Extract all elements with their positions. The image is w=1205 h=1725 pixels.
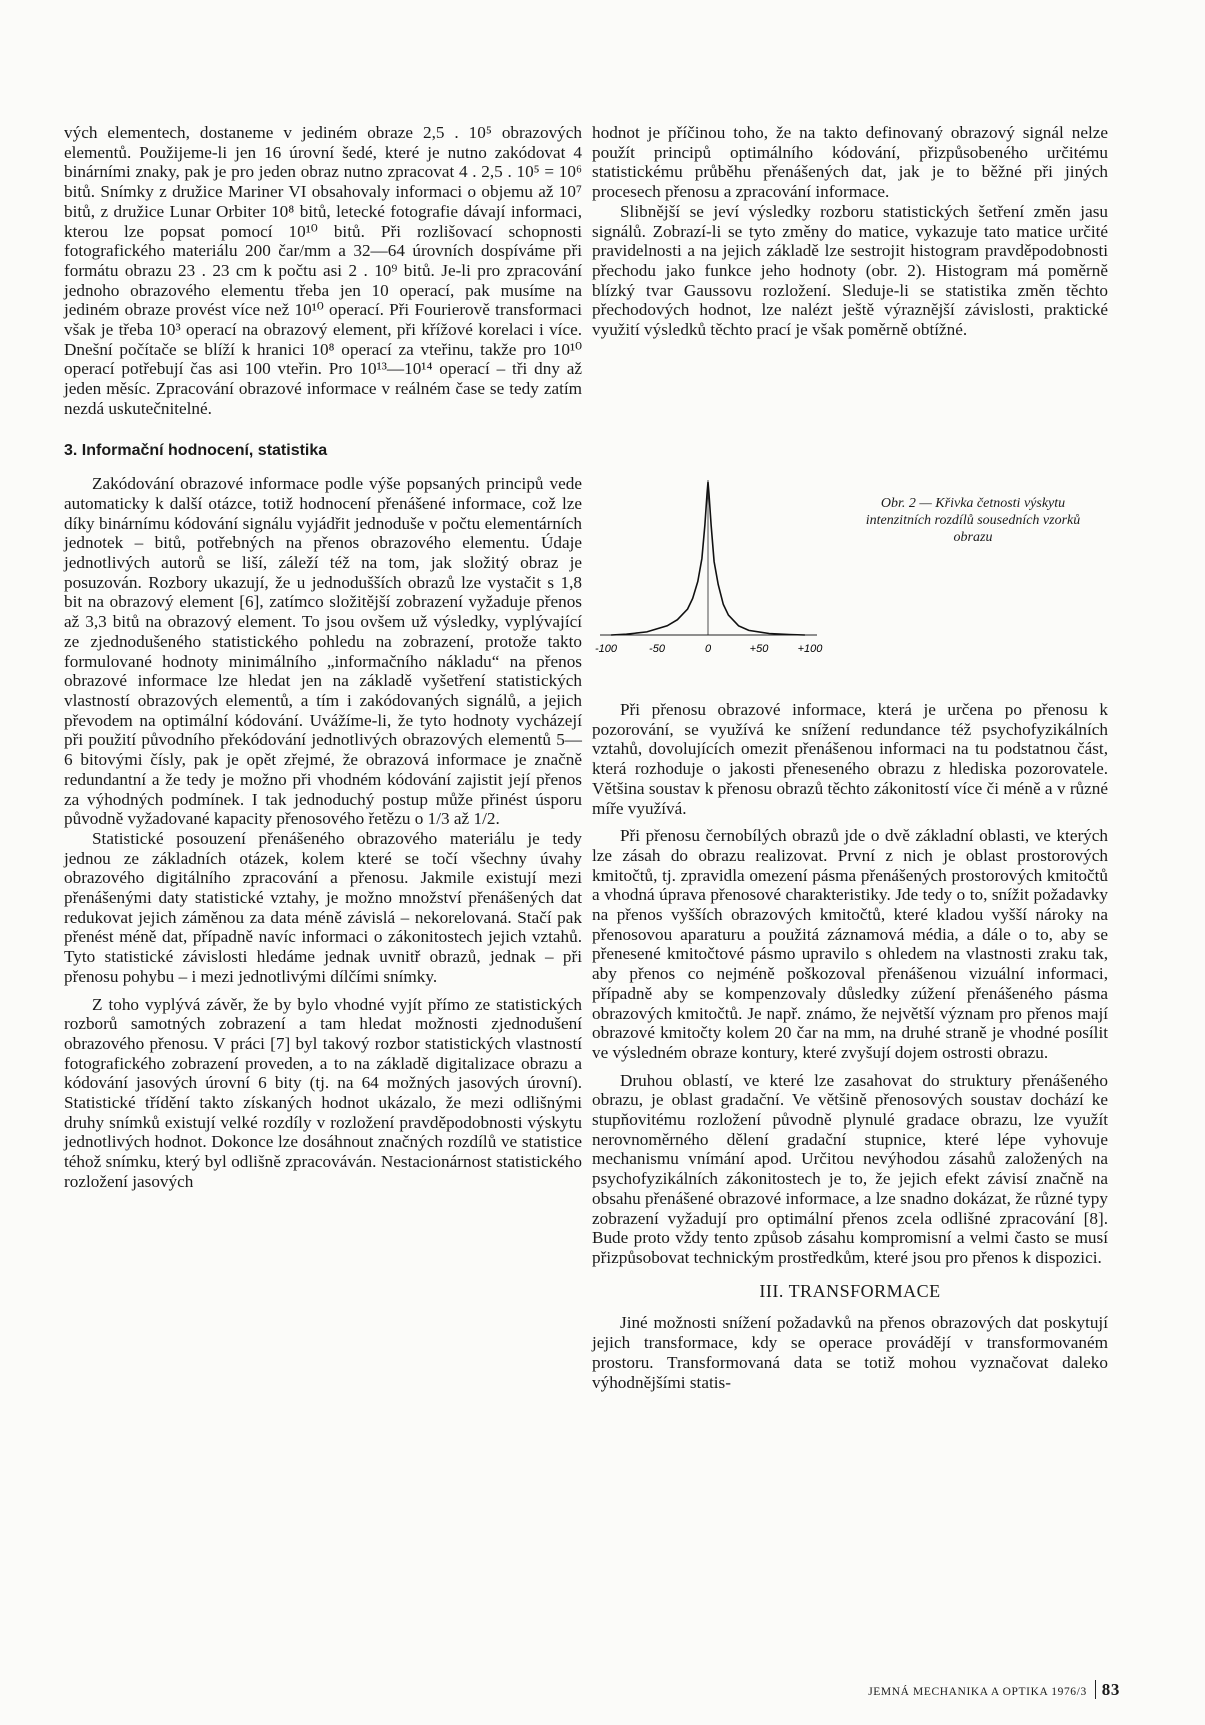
paragraph: Zakódování obrazové informace podle výše popsaných principů vede automaticky k další otázce, totiž hodnocení přenášené informace, což lze díky binárnímu kódování signálu vyjádřit jednoduše v počtu elementárních jednotek – bitů, potřebných na přenos obrazového elementu. Údaje jednotlivých autorů se liší, záleží též na tom, jak složitý obraz je posuzován. Rozbory ukazují, že u jednodušších obrazů lze vystačit s 1,8 bit na obrazový element [6], zatímco složitější zobrazení vyžaduje přenos až 3,3 bitů na obrazový element. To jsou ovšem už výsledky, vyplývající ze zjednodušeného statistického pohledu na zobrazení, protože takto formulované hodnoty minimálního „informačního nákladu“ na přenos obrazové informace lze hledat jen na základě vyšetření statistických vlastností obrazových elementů, a tím i zakódovaných signálů, a jejich převodem na optimální kódování. Uvážíme-li, že tyto hodnoty vycházejí při použití původního překódování jednotlivých obrazových elementů 5—6 bitovými čísly, pak je opět zřejmé, že obrazová informace je značně redundantní a že tedy je možno při vhodném kódování zajistit její přenos za výhodných podmínek. I tak jednoduchý postup může přinést úsporu původně vyžadované kapacity přenosového řetězu o 1/3 až 1/2. <box>64 474 582 829</box>
paragraph: Při přenosu černobílých obrazů jde o dvě základní oblasti, ve kterých lze zásah do obrazu realizovat. První z nich je oblast prostorových kmitočtů, tj. zpravidla omezení pásma přenášených prostorových kmitočtů a vhodná úprava přenosové charakteristiky. Jde tedy o to, snížit požadavky na přenos vyšších obrazových kmitočtů, které kladou vyšší nároky na přenosovou aparaturu a použitá záznamová média, a dále o to, aby se přenesené kmitočtové pásmo upravilo s ohledem na vlastnosti zraku tak, aby přenos co nejméně poškozoval přenášenou vizuální informaci, případně aby se kompenzovaly důsledky zúžení přenášeného pásma obrazových kmitočtů. Je např. známo, že největší význam pro přenos mají obrazové kmitočty kolem 20 čar na mm, na druhé straně je vhodné posílit ve výsledném obraze kontury, které zvyšují dojem ostrosti obrazu. <box>592 826 1108 1062</box>
section-heading: 3. Informační hodnocení, statistika <box>64 441 328 459</box>
paragraph: hodnot je příčinou toho, že na takto definovaný obrazový signál nelze použít principů optimálního kódování, přizpůsobeného určitému statistickému průběhu přenášených dat, jak je to běžné při jiných procesech přenosu a zpracování informace. <box>592 123 1108 202</box>
left-column <box>64 123 582 1192</box>
paragraph: vých elementech, dostaneme v jediném obraze 2,5 . 10⁵ obrazových elementů. Použijeme-li jen 16 úrovní šedé, které je nutno zakódovat 4 binárními znaky, pak je pro jeden obraz nutno zpracovat 4 . 2,5 . 10⁵ = 10⁶ bitů. Snímky z družice Mariner VI obsahovaly informaci o objemu až 10⁷ bitů, z družice Lunar Orbiter 10⁸ bitů, letecké fotografie dávají informaci, kterou lze popsat pomocí 10¹⁰ bitů. Při rozlišovací schopnosti fotografického materiálu 200 čar/mm a 32—64 úrovních dospíváme při formátu obrazu 23 . 23 cm k počtu asi 2 . 10⁹ bitů. Je-li pro zpracování jednoho obrazového elementu třeba jen 10 operací, pak musíme na jediném obraze provést více než 10¹⁰ operací. Při Fourierově transformaci však je třeba 10³ operací na obrazový element, při křížové korelaci i více. Dnešní počítače se blíží k hranici 10⁸ operací za vteřinu, takže pro 10¹⁰ operací potřebují čas asi 100 vteřin. Pro 10¹³—10¹⁴ operací – tři dny až jeden měsíc. Zpracování obrazové informace v reálném čase se tedy zatím nezdá uskutečnitelné. <box>64 123 582 418</box>
x-tick-labels <box>595 643 823 655</box>
x-tick-label: +100 <box>797 643 823 655</box>
paragraph: Slibnější se jeví výsledky rozboru statistických šetření změn jasu signálů. Zobrazí-li se tyto změny do matice, vykazuje tato matice určité pravidelnosti a na jejich základě lze sestrojit histogram pravděpodobnosti přechodu jako funkce jeho hodnoty (obr. 2). Histogram má poměrně blízký tvar Gaussovu rozložení. Sleduje-li se statistika změn těchto přechodových hodnot, lze nalézt ještě výraznější závislosti, praktické využití výsledků těchto prací je však poměrně obtížné. <box>592 201 1108 340</box>
x-tick-label: -100 <box>594 643 618 655</box>
x-tick-label: -50 <box>649 643 665 655</box>
paragraph: Z toho vyplývá závěr, že by bylo vhodné vyjít přímo ze statistických rozborů samotných zobrazení a tam hledat možnosti zjednodušení obrazového přenosu. V práci [7] byl takový rozbor statistických vlastností fotografického zobrazení proveden, a to na základě digitalizace obrazu a kódování jasových úrovní 6 bity (tj. na 64 možných jasových úrovní). Statistické třídění takto získaných hodnot ukázalo, že mezi odlišnými druhy snímků existují velké rozdíly v rozložení pravděpodobnosti výskytu jednotlivých hodnot. Dokonce lze dosáhnout značných rozdílů ve statistice téhož snímku, který byl odlišně zpracováván. Nestacionárnost statistického rozložení jasových <box>64 994 582 1191</box>
x-tick-label: 0 <box>704 643 712 655</box>
x-tick-label: +50 <box>749 643 769 655</box>
right-column-top <box>592 123 1108 340</box>
page-number: 83 <box>1095 1680 1120 1699</box>
journal-name: JEMNÁ MECHANIKA A OPTIKA 1976/3 <box>868 1686 1087 1698</box>
paragraph: Druhou oblastí, ve které lze zasahovat do struktury přenášeného obrazu, je oblast gradační. Ve většině přenosových soustav dochází ke stupňovitému rozložení původně plynulé gradace obrazu, lze využít nerovnoměrného dělení gradační stupnice, které lépe vyhovuje mechanismu vnímání apod. Určitou nevýhodou zásahů založených na psychofyzikálních zákonitostech je to, že jejich efekt závisí značně na obsahu přenášené obrazové informace, a lze snadno dokázat, že různé typy zobrazení vyžadují pro optimální přenos zcela odlišné zpracování [8]. Bude proto vždy tento způsob zásahu kompromisní a velmi často se musí přizpůsobovat technickým prostředkům, které jsou pro přenos k dispozici. <box>592 1070 1108 1267</box>
right-column-bottom <box>592 700 1108 1392</box>
histogram-figure <box>592 470 842 675</box>
paragraph: Statistické posouzení přenášeného obrazového materiálu je tedy jednou ze základních otázek, kolem které se točí všechny úvahy obrazového digitálního zpracování a přenosu. Jakmile existují mezi přenášenými daty statistické vztahy, je možno množství přenášených dat redukovat jejich záměnou za data méně závislá – nekorelovaná. Stačí pak přenést méně dat, případně navíc informaci o zákonitostech jejich vztahů. Tyto statistické závislosti hledáme jednak uvnitř obrazů, jednak – při přenosu pohybu – i mezi jednotlivými dílčími snímky. <box>64 828 582 986</box>
paragraph: Jiné možnosti snížení požadavků na přenos obrazových dat poskytují jejich transformace, kdy se operace provádějí v transformovaném prostoru. Transformovaná data se totiž mohou vyznačovat daleko výhodnějšími statis- <box>592 1313 1108 1392</box>
part-heading: III. TRANSFORMACE <box>759 1280 941 1301</box>
page-footer <box>820 1680 1120 1700</box>
figure-caption: Obr. 2 — Křivka četnosti výskytu intenzitních rozdílů sousedních vzorků obrazu <box>865 496 1081 545</box>
paragraph: Při přenosu obrazové informace, která je určena po přenosu k pozorování, se využívá ke snížení redundance též psychofyzikálních vztahů, dovolujících omezit přenášenou informaci na tu podstatnou část, která rozhoduje o jakosti přeneseného obrazu z hlediska pozorovatele. Většina soustav k přenosu obrazů těchto zákonitostí více či méně a v různé míře využívá. <box>592 700 1108 818</box>
